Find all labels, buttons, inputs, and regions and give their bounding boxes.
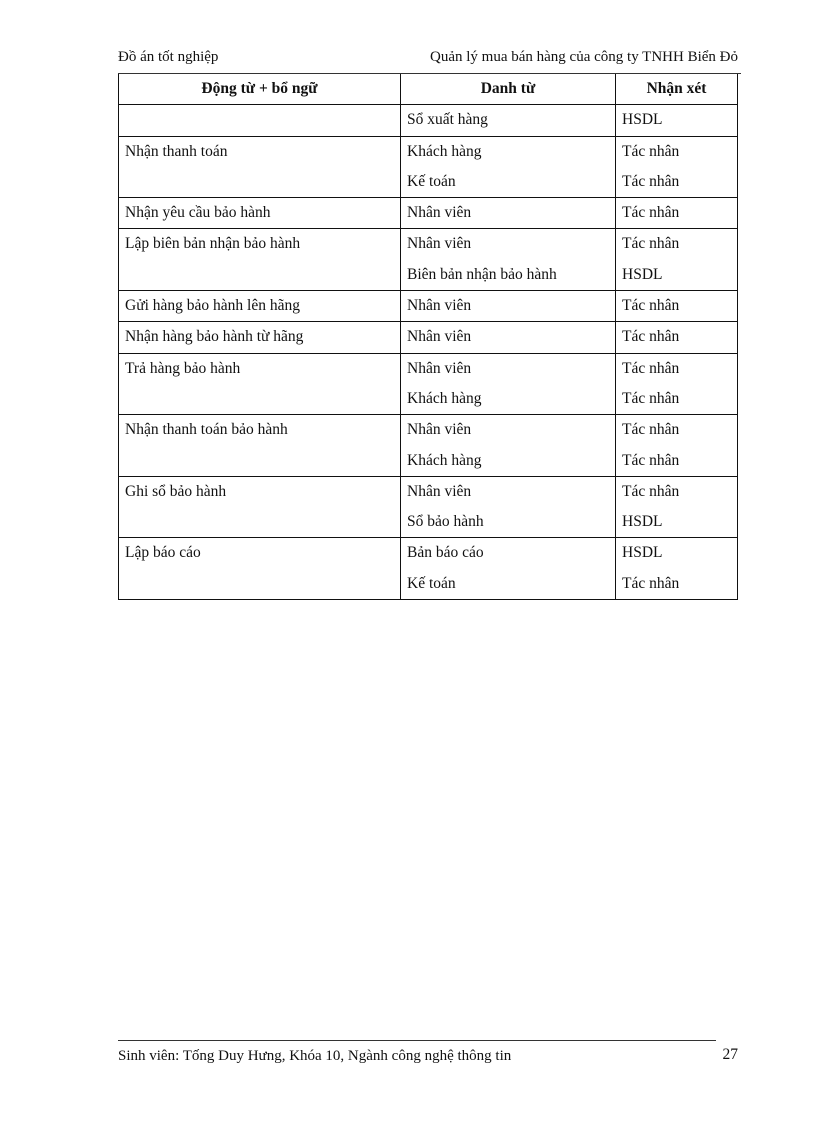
noun-cell bbox=[401, 229, 616, 291]
noun-text: Sổ xuất hàng bbox=[407, 111, 488, 129]
noun-text: Nhân viên bbox=[407, 421, 472, 439]
note-text: HSDL bbox=[622, 111, 663, 129]
verb-text: Nhận yêu cầu bảo hành bbox=[125, 204, 271, 222]
noun-text: Nhân viên bbox=[407, 297, 472, 315]
verb-cell bbox=[119, 136, 401, 198]
note-cell bbox=[616, 198, 738, 229]
table-row bbox=[119, 538, 738, 600]
noun-cell bbox=[401, 538, 616, 600]
noun-text: Nhân viên bbox=[407, 482, 472, 500]
noun-text: Khách hàng bbox=[407, 142, 482, 160]
note-text: Tác nhân bbox=[622, 328, 680, 346]
footer-student-info: Sinh viên: Tống Duy Hưng, Khóa 10, Ngành công nghệ thông tin bbox=[118, 1048, 512, 1064]
table-row bbox=[119, 105, 738, 136]
noun-text: Sổ bảo hành bbox=[407, 513, 484, 531]
verb-text: Lập biên bản nhận bảo hành bbox=[125, 235, 301, 253]
table-row bbox=[119, 136, 738, 198]
noun-text: Khách hàng bbox=[407, 389, 482, 407]
noun-text: Nhân viên bbox=[407, 328, 472, 346]
note-text: HSDL bbox=[622, 265, 663, 283]
noun-text: Khách hàng bbox=[407, 451, 482, 469]
noun-text: Nhân viên bbox=[407, 204, 472, 222]
note-text: HSDL bbox=[622, 544, 663, 562]
note-text: Tác nhân bbox=[622, 421, 680, 439]
noun-text: Biên bản nhận bảo hành bbox=[407, 265, 557, 283]
verb-cell bbox=[119, 105, 401, 136]
verb-cell bbox=[119, 198, 401, 229]
header-project-title: Quản lý mua bán hàng của công ty TNHH Biển Đỏ bbox=[430, 49, 738, 65]
table-row bbox=[119, 322, 738, 353]
table-row bbox=[119, 198, 738, 229]
verb-text: Ghi sổ bảo hành bbox=[125, 482, 227, 500]
note-text: Tác nhân bbox=[622, 172, 680, 190]
note-text: Tác nhân bbox=[622, 451, 680, 469]
note-cell bbox=[616, 291, 738, 322]
page-number: 27 bbox=[722, 1046, 738, 1063]
verb-text: Gửi hàng bảo hành lên hãng bbox=[125, 297, 300, 315]
table-row bbox=[119, 291, 738, 322]
verb-text: Lập báo cáo bbox=[125, 544, 201, 562]
verb-cell bbox=[119, 415, 401, 477]
note-text: Tác nhân bbox=[622, 297, 680, 315]
analysis-table bbox=[118, 74, 738, 600]
noun-cell bbox=[401, 322, 616, 353]
header-document-title: Đồ án tốt nghiệp bbox=[118, 49, 219, 65]
note-cell bbox=[616, 538, 738, 600]
note-text: Tác nhân bbox=[622, 359, 680, 377]
verb-cell bbox=[119, 476, 401, 538]
verb-text bbox=[125, 105, 394, 135]
note-text: Tác nhân bbox=[622, 482, 680, 500]
note-cell bbox=[616, 415, 738, 477]
note-text: Tác nhân bbox=[622, 142, 680, 160]
verb-text: Nhận thanh toán bbox=[125, 142, 228, 160]
column-header-note: Nhận xét bbox=[616, 74, 738, 105]
table-body bbox=[119, 105, 738, 600]
column-header-verb: Động từ + bổ ngữ bbox=[119, 74, 401, 105]
table-row bbox=[119, 415, 738, 477]
noun-text: Kế toán bbox=[407, 574, 456, 592]
note-cell bbox=[616, 353, 738, 415]
noun-text: Nhân viên bbox=[407, 359, 472, 377]
noun-text: Kế toán bbox=[407, 172, 456, 190]
verb-cell bbox=[119, 229, 401, 291]
note-cell bbox=[616, 105, 738, 136]
note-text: HSDL bbox=[622, 513, 663, 531]
noun-cell bbox=[401, 476, 616, 538]
verb-text: Nhận hàng bảo hành từ hãng bbox=[125, 328, 304, 346]
noun-cell bbox=[401, 198, 616, 229]
verb-cell bbox=[119, 291, 401, 322]
noun-cell bbox=[401, 105, 616, 136]
column-header-noun: Danh từ bbox=[401, 74, 616, 105]
note-cell bbox=[616, 322, 738, 353]
note-text: Tác nhân bbox=[622, 235, 680, 253]
noun-text: Nhân viên bbox=[407, 235, 472, 253]
table-row bbox=[119, 353, 738, 415]
note-text: Tác nhân bbox=[622, 574, 680, 592]
table-row bbox=[119, 476, 738, 538]
noun-cell bbox=[401, 353, 616, 415]
verb-text: Nhận thanh toán bảo hành bbox=[125, 421, 288, 439]
verb-cell bbox=[119, 538, 401, 600]
noun-text: Bản báo cáo bbox=[407, 544, 484, 562]
note-cell bbox=[616, 476, 738, 538]
noun-cell bbox=[401, 291, 616, 322]
note-text: Tác nhân bbox=[622, 204, 680, 222]
table-row bbox=[119, 229, 738, 291]
note-text: Tác nhân bbox=[622, 389, 680, 407]
verb-cell bbox=[119, 322, 401, 353]
noun-cell bbox=[401, 415, 616, 477]
footer-divider bbox=[118, 1040, 716, 1041]
note-cell bbox=[616, 136, 738, 198]
note-cell bbox=[616, 229, 738, 291]
verb-text: Trả hàng bảo hành bbox=[125, 359, 241, 377]
noun-cell bbox=[401, 136, 616, 198]
verb-cell bbox=[119, 353, 401, 415]
table-header-row bbox=[119, 74, 738, 105]
